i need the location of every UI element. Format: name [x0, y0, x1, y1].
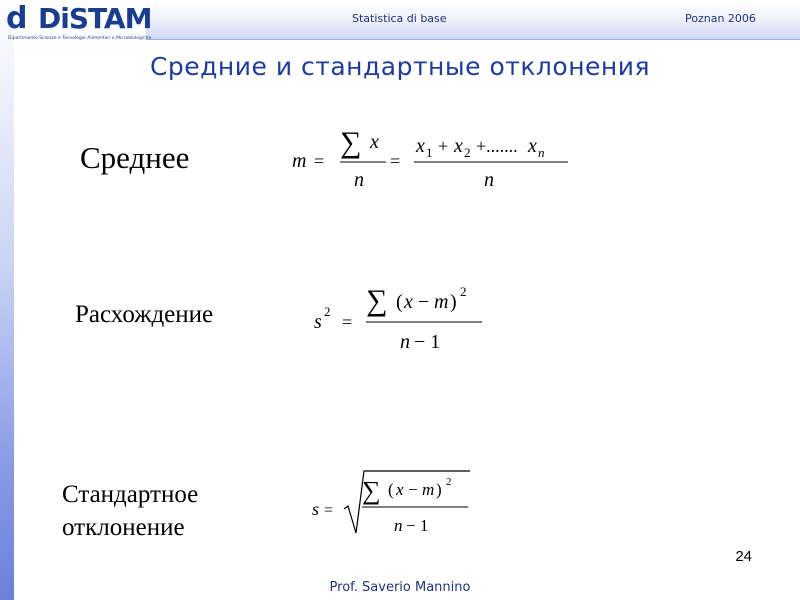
page-number: 24 [735, 548, 752, 565]
svg-text:n: n [354, 169, 364, 191]
svg-text:+.......: +....... [476, 136, 518, 156]
svg-text:n: n [484, 169, 494, 191]
svg-text:+: + [438, 136, 449, 156]
svg-text:n: n [394, 516, 403, 535]
svg-text:2: 2 [446, 476, 452, 488]
label-variance: Расхождение [75, 301, 214, 328]
label-sd-line1: Стандартное [62, 481, 199, 508]
svg-text:x: x [454, 135, 463, 157]
svg-text:−: − [408, 480, 418, 499]
svg-text:m: m [434, 291, 449, 313]
svg-text:1: 1 [426, 145, 433, 160]
svg-text:m: m [422, 480, 435, 499]
logo-mark: d [6, 1, 26, 36]
svg-text:∑: ∑ [362, 476, 381, 505]
svg-text:n: n [538, 145, 545, 160]
slide-title: Средние и стандартные отклонения [149, 52, 651, 81]
header-event: Poznan 2006 [685, 12, 756, 25]
svg-text:): ) [436, 480, 442, 499]
svg-text:=: = [342, 312, 353, 332]
svg-text:x: x [416, 135, 425, 157]
svg-text:∑: ∑ [340, 126, 362, 159]
svg-text:(: ( [396, 291, 403, 313]
label-standard-deviation [62, 478, 198, 544]
header-course: Statistica di base [352, 12, 447, 25]
svg-text:(: ( [388, 480, 394, 499]
header-divider [146, 39, 800, 40]
formula-variance [310, 278, 500, 358]
svg-text:x: x [404, 291, 413, 313]
svg-text:s: s [314, 311, 322, 333]
svg-text:x: x [396, 480, 404, 499]
svg-text:∑: ∑ [366, 284, 388, 317]
svg-text:− 1: − 1 [414, 331, 441, 353]
formula-standard-deviation [308, 465, 488, 545]
logo-text: DiSTAM [38, 2, 152, 35]
svg-text:n: n [400, 331, 410, 353]
svg-text:): ) [450, 291, 457, 313]
svg-text:2: 2 [464, 145, 471, 160]
label-sd-line2: отклонение [62, 514, 185, 541]
formula-mean [292, 118, 582, 198]
decorative-left-strip [0, 0, 14, 600]
svg-text:m: m [292, 150, 307, 172]
label-mean: Среднее [80, 140, 190, 175]
svg-text:x: x [370, 131, 379, 153]
svg-text:2: 2 [460, 284, 467, 299]
svg-text:=: = [390, 151, 401, 171]
logo-subtitle: Dipartimento Scienze e Tecnologie Alimentari e Microbiologiche [8, 36, 152, 41]
svg-text:− 1: − 1 [406, 516, 429, 535]
svg-text:2: 2 [324, 304, 331, 319]
footer-author: Prof. Saverio Mannino [329, 580, 471, 595]
svg-text:−: − [418, 291, 430, 313]
distam-logo [6, 1, 152, 43]
svg-text:s: s [312, 499, 320, 519]
svg-text:x: x [528, 135, 537, 157]
svg-text:=: = [324, 502, 334, 519]
svg-text:=: = [314, 151, 325, 171]
